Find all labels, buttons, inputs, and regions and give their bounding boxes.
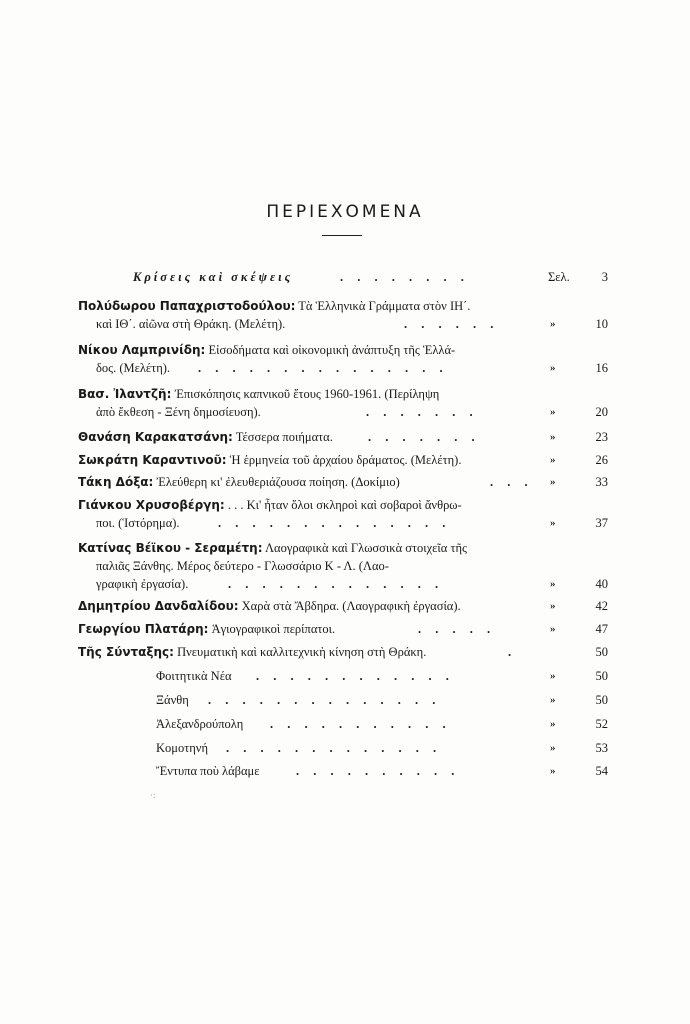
entry-title: Κρίσεις καὶ σκέψεις — [133, 270, 294, 284]
subentry-title: Ξάνθη — [156, 693, 189, 707]
page-number: 10 — [595, 317, 608, 331]
toc-entry — [78, 620, 608, 638]
page-number: 52 — [595, 717, 608, 731]
leader-mark: » — [550, 742, 556, 754]
entry-author: Γιάνκου Χρυσοβέργη: — [78, 498, 225, 512]
page-column-label: Σελ. — [548, 270, 570, 284]
entry-title-cont: ἀπὸ ἔκθεση - Ξένη δημοσίευση). — [96, 405, 261, 419]
leader-dots: . . . . . . . — [366, 405, 479, 419]
leader-mark: » — [550, 765, 556, 777]
leader-mark: » — [550, 406, 556, 418]
page-number: 47 — [595, 622, 608, 636]
toc-entry — [78, 297, 608, 333]
toc-subentry — [78, 715, 608, 733]
toc-entry-header — [78, 268, 608, 286]
leader-dots: . . . . . . . . . . . — [270, 717, 452, 731]
leader-mark: » — [550, 362, 556, 374]
toc-entry — [78, 451, 608, 469]
leader-dots: . . . . . . . . . . . . . — [228, 577, 444, 591]
subentry-title: Φοιτητικὰ Νέα — [156, 669, 232, 683]
leader-mark: » — [550, 318, 556, 330]
page-number: 53 — [595, 741, 608, 755]
toc-subentry — [78, 691, 608, 709]
entry-author: Κατίνας Βέϊκου - Σεραμέτη: — [78, 541, 263, 555]
page-number: 33 — [595, 475, 608, 489]
leader-mark: » — [550, 476, 556, 488]
leader-dots: . . . . . . . . — [340, 270, 470, 284]
entry-title: Τὰ Ἑλληνικὰ Γράμματα στὸν ΙΗ΄. — [298, 299, 471, 313]
toc-subentry — [78, 762, 608, 780]
entry-title: Ἐλεύθερη κι' ἐλευθεριάζουσα ποίηση. (Δοκίμιο) — [156, 475, 400, 489]
page-title: ΠΕΡΙΕΧΟΜΕΝΑ — [266, 202, 424, 222]
entry-author: Σωκράτη Καραντινοῦ: — [78, 453, 227, 467]
toc-entry — [78, 473, 608, 491]
toc-entry — [78, 539, 608, 593]
entry-title: Λαογραφικὰ καὶ Γλωσσικὰ στοιχεῖα τῆς — [264, 541, 467, 555]
toc-entry — [78, 597, 608, 615]
leader-dots: . . . . . . — [404, 317, 499, 331]
subentry-title: Κομοτηνή — [156, 741, 208, 755]
leader-mark: » — [550, 431, 556, 443]
toc-subentry — [78, 739, 608, 757]
entry-title-cont: γραφικὴ ἐργασία). — [96, 577, 189, 591]
entry-author: Τῆς Σύνταξης: — [78, 645, 174, 659]
page-number: 26 — [595, 453, 608, 467]
leader-mark: » — [550, 623, 556, 635]
toc-entry — [78, 643, 608, 661]
title-underline — [322, 235, 362, 236]
leader-mark: » — [550, 600, 556, 612]
leader-dots: . . . . . . . — [368, 430, 481, 444]
toc-subentry — [78, 667, 608, 685]
leader-dots: . . . . . . . . . . . . . . . — [198, 361, 449, 375]
print-speck: ·: — [150, 790, 156, 800]
toc-entry — [78, 496, 608, 532]
toc-entry — [78, 341, 608, 377]
leader-dots: . . . — [490, 475, 534, 489]
entry-author: Νίκου Λαμπρινίδη: — [78, 343, 206, 357]
leader-dots: . . . . . . . . . . . . . — [226, 741, 442, 755]
entry-author: Τάκη Δόξα: — [78, 475, 154, 489]
subentry-title: Ἔντυπα ποὺ λάβαμε — [156, 764, 260, 778]
page-number: 37 — [595, 516, 608, 530]
page-number: 42 — [595, 599, 608, 613]
entry-title: Εἰσοδήματα καὶ οἰκονομικὴ ἀνάπτυξη τῆς Ἑλλά- — [208, 343, 456, 357]
page-number: 23 — [595, 430, 608, 444]
entry-author: Δημητρίου Δανδαλίδου: — [78, 599, 239, 613]
subentry-title: Ἀλεξανδρούπολη — [156, 717, 244, 731]
leader-mark: » — [550, 454, 556, 466]
leader-mark: » — [550, 694, 556, 706]
page-number: 40 — [595, 577, 608, 591]
leader-dots: . . . . . . . . . . . . . . — [218, 516, 451, 530]
page-number: 3 — [601, 270, 608, 284]
entry-title: Πνευματικὴ καὶ καλλιτεχνικὴ κίνηση στὴ Θράκη. — [177, 645, 427, 659]
entry-title-cont: δος. (Μελέτη). — [96, 361, 171, 375]
leader-dots: . — [508, 645, 517, 659]
entry-title: Τέσσερα ποιήματα. — [235, 430, 333, 444]
leader-mark: » — [550, 718, 556, 730]
leader-dots: . . . . . . . . . . . . . . — [208, 693, 441, 707]
entry-title: Χαρὰ στὰ Ἄβδηρα. (Λαογραφικὴ ἐργασία). — [241, 599, 461, 613]
entry-title-cont: ποι. (Ἱστόρημα). — [96, 516, 180, 530]
leader-dots: . . . . . — [418, 622, 496, 636]
entry-title: Ἡ ἑρμηνεία τοῦ ἀρχαίου δράματος. (Μελέτη). — [229, 453, 462, 467]
leader-dots: . . . . . . . . . . — [296, 764, 460, 778]
leader-mark: » — [550, 578, 556, 590]
toc-entry — [78, 428, 608, 446]
entry-title-cont: καὶ ΙΘ΄. αἰῶνα στὴ Θράκη. (Μελέτη). — [96, 317, 286, 331]
entry-author: Θανάση Καρακατσάνη: — [78, 430, 233, 444]
page-number: 54 — [595, 764, 608, 778]
leader-mark: » — [550, 517, 556, 529]
toc-entry — [78, 385, 608, 421]
entry-title: Ἐπισκόπησις καπνικοῦ ἔτους 1960-1961. (Περίληψη — [174, 387, 440, 401]
leader-dots: . . . . . . . . . . . . — [256, 669, 455, 683]
entry-author: Γεωργίου Πλατάρη: — [78, 622, 209, 636]
entry-author: Πολύδωρου Παπαχριστοδούλου: — [78, 299, 296, 313]
entry-title: . . . Κι' ἦταν ὅλοι σκληροὶ καὶ σοβαροὶ ἄνθρω- — [227, 498, 462, 512]
leader-mark: » — [550, 670, 556, 682]
page-number: 50 — [595, 693, 608, 707]
page-number: 16 — [595, 361, 608, 375]
page-number: 50 — [595, 669, 608, 683]
page-number: 20 — [595, 405, 608, 419]
page-number: 50 — [595, 645, 608, 659]
entry-author: Βασ. Ἰλαντζῆ: — [78, 387, 172, 401]
entry-title-cont: παλιᾶς Ξάνθης. Μέρος δεύτερο - Γλωσσάριο Κ - Λ. (Λαο- — [96, 559, 389, 573]
entry-title: Ἁγιογραφικοὶ περίπατοι. — [211, 622, 336, 636]
